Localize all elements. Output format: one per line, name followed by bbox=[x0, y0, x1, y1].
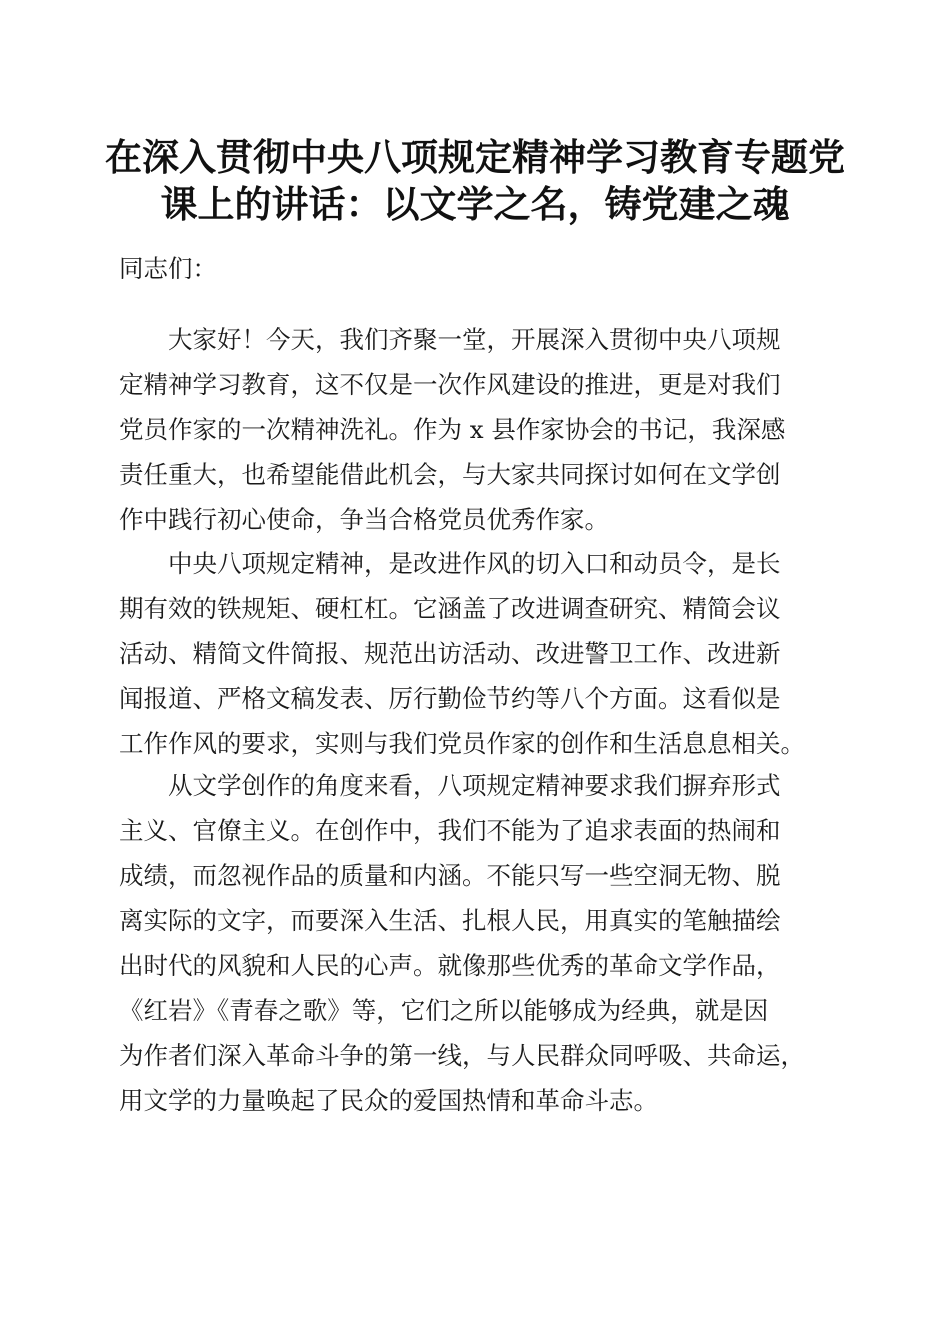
text-line: 中央八项规定精神，是改进作风的切入口和动员令，是长 bbox=[168, 549, 781, 578]
text-line: 责任重大，也希望能借此机会，与大家共同探讨如何在文学创 bbox=[119, 460, 781, 489]
text-line: 《红岩》《青春之歌》等，它们之所以能够成为经典，就是因 bbox=[119, 996, 769, 1025]
text-line: 定精神学习教育，这不仅是一次作风建设的推进，更是对我们 bbox=[119, 370, 781, 399]
salutation: 同志们： bbox=[119, 254, 217, 283]
document-title bbox=[100, 134, 850, 228]
text-line: 作中践行初心使命，争当合格党员优秀作家。 bbox=[119, 505, 609, 534]
title-line: 在深入贯彻中央八项规定精神学习教育专题党 bbox=[105, 135, 845, 179]
paragraph bbox=[119, 317, 831, 542]
text-line: 离实际的文字，而要深入生活、扎根人民，用真实的笔触描绘 bbox=[119, 906, 781, 935]
text-line: 活动、精简文件简报、规范出访活动、改进警卫工作、改进新 bbox=[119, 639, 781, 668]
paragraph bbox=[119, 541, 831, 766]
text-line: 党员作家的一次精神洗礼。作为 x 县作家协会的书记，我深感 bbox=[119, 415, 786, 444]
text-line: 大家好！今天，我们齐聚一堂，开展深入贯彻中央八项规 bbox=[168, 325, 781, 354]
text-line: 闻报道、严格文稿发表、厉行勤俭节约等八个方面。这看似是 bbox=[119, 684, 781, 713]
text-line: 用文学的力量唤起了民众的爱国热情和革命斗志。 bbox=[119, 1086, 658, 1115]
text-line: 主义、官僚主义。在创作中，我们不能为了追求表面的热闹和 bbox=[119, 816, 781, 845]
text-line: 成绩，而忽视作品的质量和内涵。不能只写一些空洞无物、脱 bbox=[119, 861, 781, 890]
title-line: 课上的讲话：以文学之名，铸党建之魂 bbox=[160, 182, 790, 226]
text-line: 为作者们深入革命斗争的第一线，与人民群众同呼吸、共命运， bbox=[119, 1041, 805, 1070]
text-line: 从文学创作的角度来看，八项规定精神要求我们摒弃形式 bbox=[168, 771, 781, 800]
paragraph bbox=[119, 763, 831, 1123]
text-line: 期有效的铁规矩、硬杠杠。它涵盖了改进调查研究、精简会议 bbox=[119, 594, 781, 623]
text-line: 出时代的风貌和人民的心声。就像那些优秀的革命文学作品， bbox=[119, 951, 781, 980]
text-line: 工作作风的要求，实则与我们党员作家的创作和生活息息相关。 bbox=[119, 729, 805, 758]
